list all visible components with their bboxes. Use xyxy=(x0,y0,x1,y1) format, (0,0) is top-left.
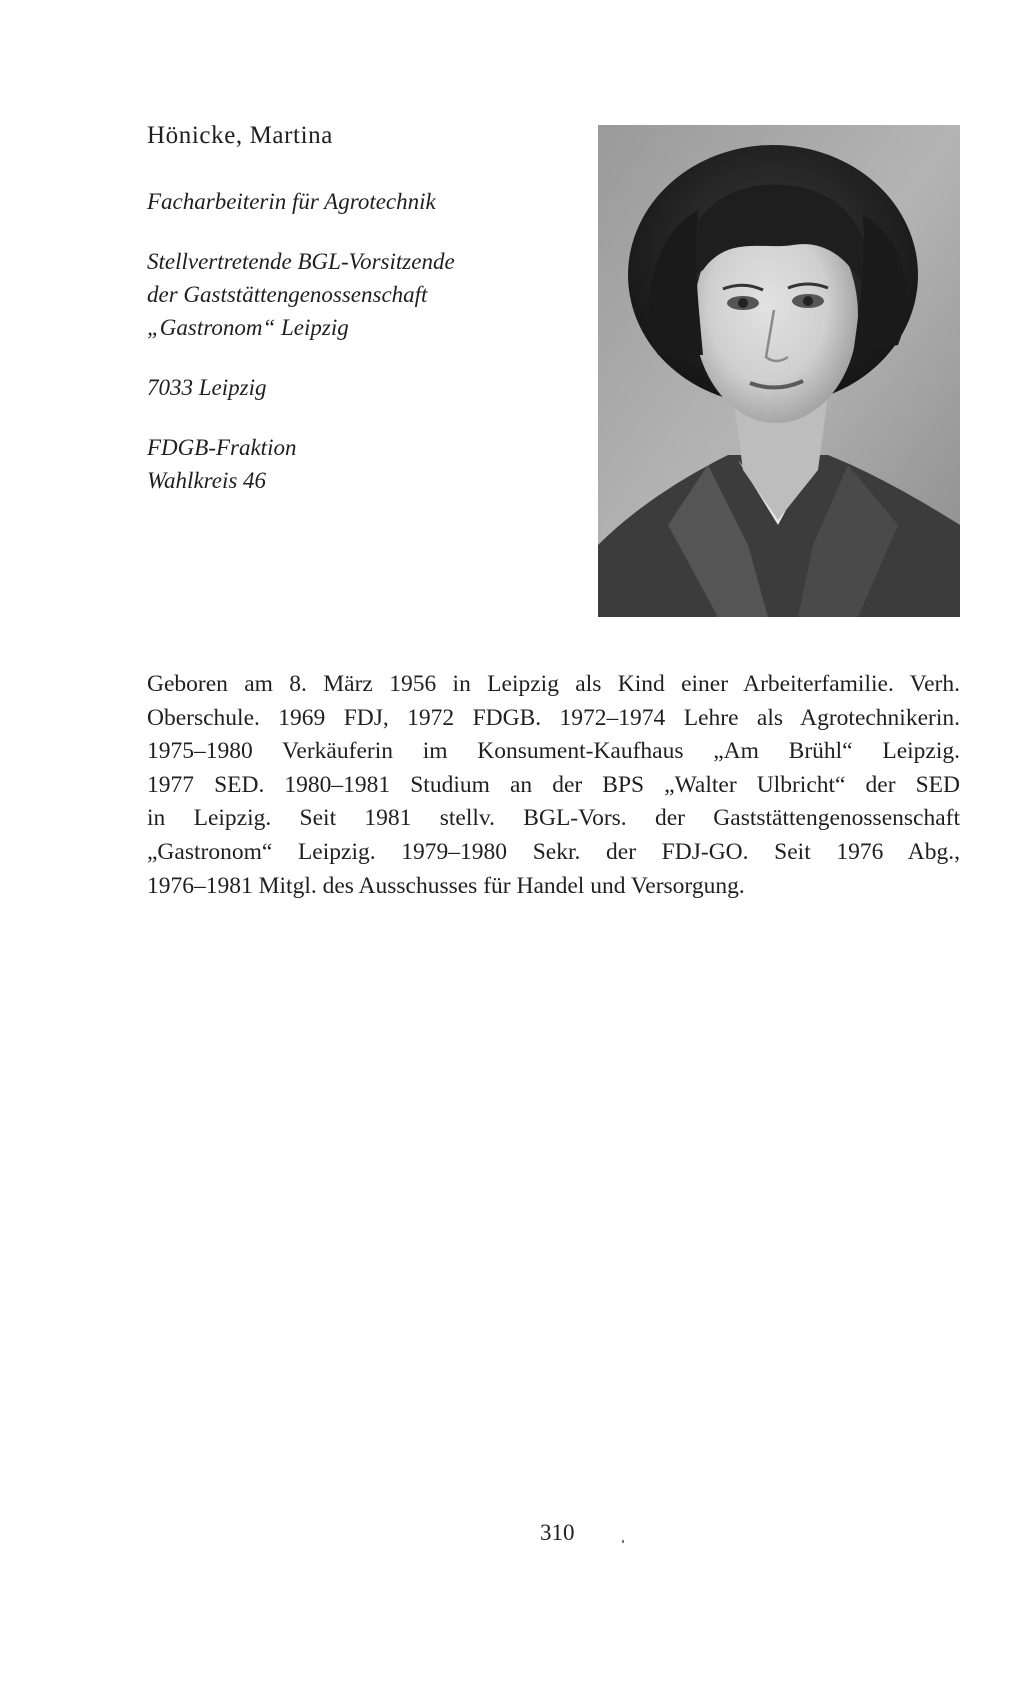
constituency: Wahlkreis 46 xyxy=(147,468,267,493)
biography-line: 1976–1981 Mitgl. des Ausschusses für Handel und Versorgung. xyxy=(147,872,745,899)
person-details xyxy=(147,185,577,524)
position-line: der Gaststättengenossenschaft xyxy=(147,282,428,307)
address-block xyxy=(147,371,577,404)
biography xyxy=(147,668,960,903)
occupation: Facharbeiterin für Agrotechnik xyxy=(147,189,436,214)
biography-line: 1975–1980 Verkäuferin im Konsument-Kaufhaus „Am Brühl“ Leipzig. xyxy=(147,738,960,765)
portrait-photo xyxy=(598,125,960,617)
biography-line: Oberschule. 1969 FDJ, 1972 FDGB. 1972–1974 Lehre als Agrotechnikerin. xyxy=(147,704,960,731)
person-name: Hönicke, Martina xyxy=(147,122,333,149)
position-block xyxy=(147,245,577,344)
biography-line: in Leipzig. Seit 1981 stellv. BGL-Vors. der Gaststättengenossenschaft xyxy=(147,805,960,832)
biography-line: Geboren am 8. März 1956 in Leipzig als Kind einer Arbeiterfamilie. Verh. xyxy=(147,671,960,697)
print-speck xyxy=(622,1540,624,1543)
page-number: 310 xyxy=(540,1520,575,1545)
occupation-block xyxy=(147,185,577,218)
biography-line: „Gastronom“ Leipzig. 1979–1980 Sekr. der FDJ-GO. Seit 1976 Abg., xyxy=(147,838,960,865)
faction: FDGB-Fraktion xyxy=(147,435,297,460)
address: 7033 Leipzig xyxy=(147,375,267,400)
position-line: „Gastronom“ Leipzig xyxy=(147,315,349,340)
faction-block xyxy=(147,431,577,497)
biography-line: 1977 SED. 1980–1981 Studium an der BPS „Walter Ulbricht“ der SED xyxy=(147,771,960,798)
position-line: Stellvertretende BGL-Vorsitzende xyxy=(147,249,455,274)
